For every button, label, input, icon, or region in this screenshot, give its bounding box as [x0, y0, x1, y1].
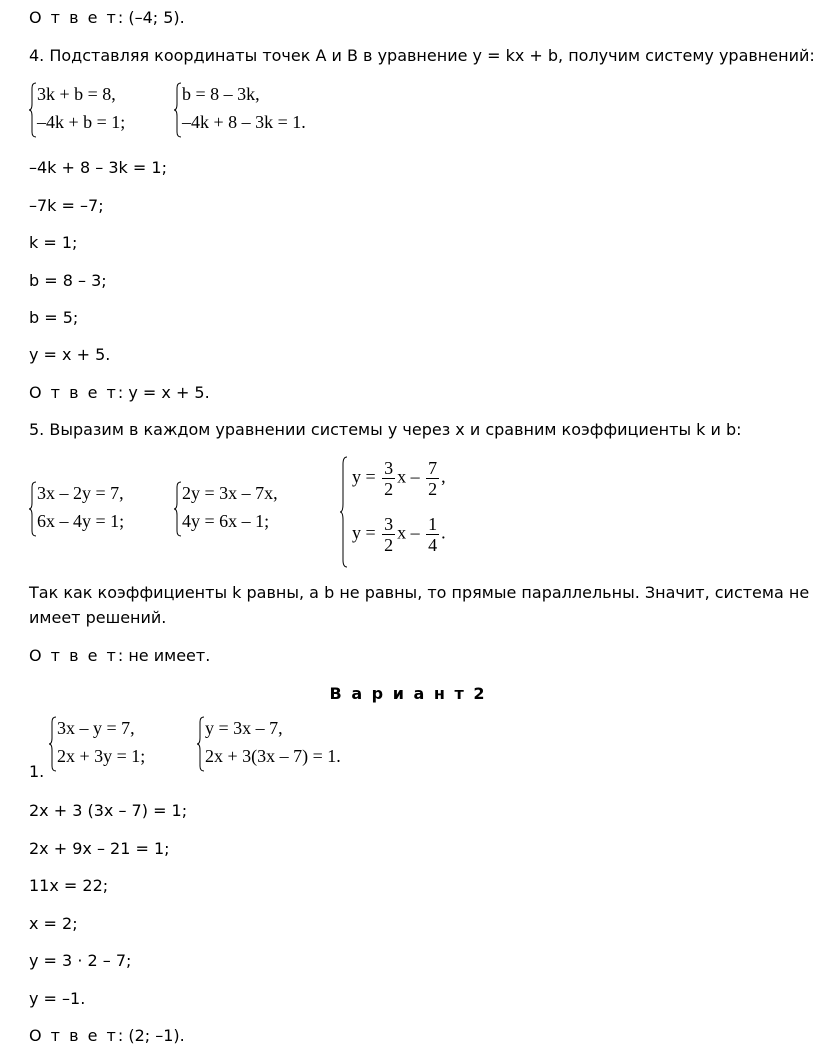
system-5c [340, 456, 480, 568]
fraction [426, 458, 439, 499]
answer-line [29, 1026, 185, 1046]
system-4a-row2: –4k + b = 1; [37, 112, 126, 132]
answer-text: : не имеет. [117, 646, 211, 665]
step-line: 2x + 9x – 21 = 1; [29, 839, 170, 858]
equation-lhs: y = [352, 522, 376, 543]
equation-lhs: y = [352, 466, 376, 487]
equation-end: , [441, 466, 446, 487]
answer-label: О т в е т [29, 383, 118, 402]
system-5c-row2 [352, 514, 446, 555]
step-line: 11x = 22; [29, 876, 109, 895]
denominator: 2 [428, 479, 438, 499]
task5-intro: 5. Выразим в каждом уравнении системы y через x и сравним коэффициенты k и b: [29, 420, 742, 439]
denominator: 2 [384, 535, 394, 555]
answer-line [29, 646, 210, 666]
equation-mid: x – [397, 522, 420, 543]
numerator: 7 [428, 458, 438, 478]
system-5c-row1 [352, 458, 446, 499]
answer-label: О т в е т [29, 646, 118, 665]
system-v2b-row1: y = 3x – 7, [205, 718, 283, 738]
system-v2a-row1: 3x – y = 7, [57, 718, 135, 738]
fraction [382, 458, 395, 499]
system-4b-row1: b = 8 – 3k, [182, 84, 260, 104]
answer-text: : y = x + 5. [117, 383, 210, 402]
denominator: 2 [384, 479, 394, 499]
brace-icon [49, 716, 57, 772]
brace-icon [340, 456, 348, 568]
step-line: y = 3 · 2 – 7; [29, 951, 132, 970]
system-5a [29, 481, 169, 537]
system-4b-row2: –4k + 8 – 3k = 1. [182, 112, 306, 132]
fraction [426, 514, 439, 555]
step-line: y = –1. [29, 989, 86, 1008]
equation-end: . [441, 522, 446, 543]
numerator: 1 [428, 514, 438, 534]
step-line: x = 2; [29, 914, 78, 933]
step-line: b = 8 – 3; [29, 271, 107, 290]
answer-label: О т в е т [29, 1026, 118, 1045]
step-line: –7k = –7; [29, 196, 104, 215]
brace-icon [174, 82, 182, 138]
step-line: b = 5; [29, 308, 79, 327]
system-5b-row1: 2y = 3x – 7x, [182, 483, 278, 503]
system-v2a-row2: 2x + 3y = 1; [57, 746, 146, 766]
system-v2b-row2: 2x + 3(3x – 7) = 1. [205, 746, 341, 766]
fraction [382, 514, 395, 555]
system-5b [174, 481, 324, 537]
equation-mid: x – [397, 466, 420, 487]
brace-icon [29, 481, 37, 537]
brace-icon [197, 716, 205, 772]
step-line: k = 1; [29, 233, 78, 252]
answer-text: : (2; –1). [117, 1026, 185, 1045]
system-5b-row2: 4y = 6x – 1; [182, 511, 270, 531]
answer-line [29, 8, 185, 28]
variant-heading: В а р и а н т 2 [329, 684, 487, 703]
system-4a [29, 82, 159, 138]
answer-label: О т в е т [29, 8, 118, 27]
task4-intro: 4. Подставляя координаты точек A и B в уравнение y = kx + b, получим систему уравнений: [29, 46, 815, 65]
step-line: y = x + 5. [29, 345, 111, 364]
task-number: 1. [29, 762, 45, 781]
answer-line [29, 383, 210, 403]
brace-icon [29, 82, 37, 138]
system-4b [174, 82, 344, 138]
step-line: –4k + 8 – 3k = 1; [29, 158, 167, 177]
system-4a-row1: 3k + b = 8, [37, 84, 116, 104]
conclusion-paragraph: Так как коэффициенты k равны, а b не равны, то прямые параллельны. Значит, система не имеет решений. [29, 583, 810, 627]
step-line: 2x + 3 (3x – 7) = 1; [29, 801, 188, 820]
numerator: 3 [384, 514, 394, 534]
numerator: 3 [384, 458, 394, 478]
brace-icon [174, 481, 182, 537]
system-5a-row1: 3x – 2y = 7, [37, 483, 124, 503]
system-5a-row2: 6x – 4y = 1; [37, 511, 125, 531]
answer-text: : (–4; 5). [117, 8, 185, 27]
denominator: 4 [428, 535, 438, 555]
system-v2b [197, 716, 387, 772]
system-v2a [49, 716, 189, 772]
